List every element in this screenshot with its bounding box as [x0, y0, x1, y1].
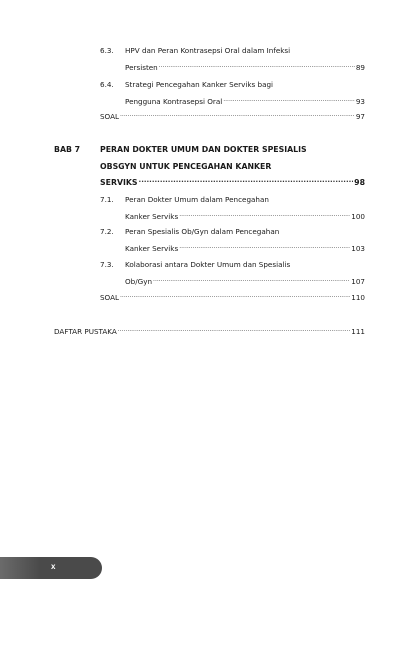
toc-entry-bab-7[interactable] [100, 177, 365, 188]
toc-entry-7-3[interactable] [125, 276, 365, 287]
entry-title-cont: Kanker Serviks [125, 212, 179, 221]
toc-entry-7-2[interactable] [125, 243, 365, 254]
entry-title: SOAL [100, 112, 120, 121]
dot-leader [120, 292, 350, 300]
page-number-tab [0, 557, 102, 579]
page-number: 97 [355, 112, 365, 121]
toc-entry-6-4-line1[interactable] [100, 80, 365, 90]
toc-entry-soal-7[interactable] [100, 292, 365, 303]
page-number: 110 [351, 293, 365, 302]
entry-title: HPV dan Peran Kontrasepsi Oral dalam Infeksi [125, 46, 291, 55]
dot-leader [139, 177, 354, 185]
section-number: 7.3. [100, 260, 114, 269]
entry-title: Peran Spesialis Ob/Gyn dalam Pencegahan [125, 227, 280, 236]
toc-entry-6-3[interactable] [125, 62, 365, 73]
page-number: 98 [354, 178, 365, 187]
page-number: 89 [355, 63, 365, 72]
toc-entry-6-3-line1[interactable] [100, 46, 365, 56]
dot-leader [153, 276, 350, 284]
entry-title: DAFTAR PUSTAKA [54, 327, 117, 336]
page-number: 111 [351, 327, 365, 336]
chapter-title-line1[interactable]: PERAN DOKTER UMUM DAN DOKTER SPESIALIS [100, 145, 307, 154]
entry-title: Strategi Pencegahan Kanker Serviks bagi [125, 80, 274, 89]
dot-leader [118, 326, 351, 334]
entry-title: Kolaborasi antara Dokter Umum dan Spesialis [125, 260, 291, 269]
entry-title-cont: Ob/Gyn [125, 277, 153, 286]
toc-entry-7-3-line1[interactable] [100, 260, 365, 270]
toc-entry-6-4[interactable] [125, 96, 365, 107]
page-number: 93 [355, 97, 365, 106]
section-number: 7.1. [100, 195, 114, 204]
entry-title-cont: Kanker Serviks [125, 244, 179, 253]
section-number: 6.3. [100, 46, 114, 55]
entry-title-cont: Persisten [125, 63, 158, 72]
chapter-title-line3: SERVIKS [100, 178, 138, 187]
page-number: 107 [351, 277, 365, 286]
entry-title-cont: Pengguna Kontrasepsi Oral [125, 97, 223, 106]
page-number: 103 [351, 244, 365, 253]
entry-title: Peran Dokter Umum dalam Pencegahan [125, 195, 269, 204]
dot-leader [120, 111, 355, 119]
dot-leader [179, 211, 350, 219]
dot-leader [179, 243, 350, 251]
chapter-title-line2[interactable]: OBSGYN UNTUK PENCEGAHAN KANKER [100, 162, 272, 171]
toc-entry-7-1-line1[interactable] [100, 195, 365, 205]
dot-leader [159, 62, 355, 70]
section-number: 6.4. [100, 80, 114, 89]
section-number: 7.2. [100, 227, 114, 236]
toc-entry-7-2-line1[interactable] [100, 227, 365, 237]
toc-entry-7-1[interactable] [125, 211, 365, 222]
page-marker: x [51, 562, 56, 571]
chapter-label: BAB 7 [54, 145, 81, 154]
dot-leader [223, 96, 355, 104]
page-number: 100 [351, 212, 365, 221]
toc-entry-soal-6[interactable] [100, 111, 365, 122]
toc-entry-daftar-pustaka[interactable] [54, 326, 365, 337]
tab-gradient [0, 557, 40, 579]
entry-title: SOAL [100, 293, 120, 302]
